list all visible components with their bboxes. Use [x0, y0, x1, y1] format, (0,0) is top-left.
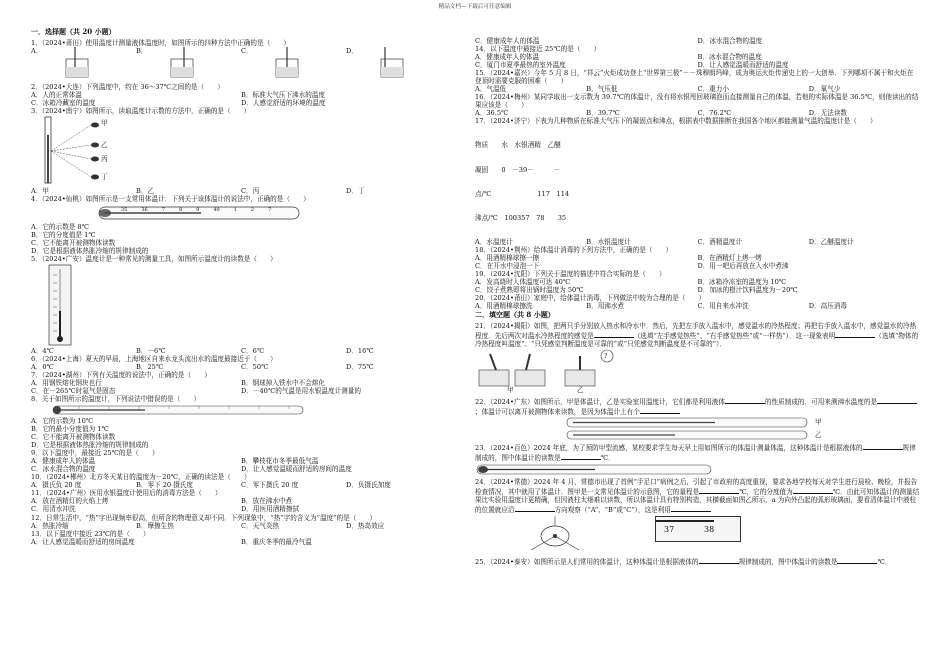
q24-figure	[475, 514, 920, 556]
q15-option-b: B．气压低	[586, 85, 618, 94]
question-20: 20．（2024•莆田）家庭中，给体温计消毒，下列做法中较为合理的是（ ）	[475, 294, 706, 302]
q24-blank-4[interactable]	[671, 504, 711, 512]
q10-option-a: A．摄氏负 20 度	[31, 481, 82, 490]
question-5: 5．（2024•广安）温度计是一种常见的测量工具，如图所示温度计的读数是（ ）	[31, 254, 277, 263]
question-12-options	[31, 522, 451, 530]
page-header: 精品文档---下载后可任意编辑	[438, 4, 512, 10]
question-13: 13．以下温度中接近 23℃的是（ ）	[31, 529, 150, 538]
q9-option-b: B．攀枝花市冬季最低气温	[241, 457, 319, 466]
question-1: 1．（2024•莆田）使用温度计测量液体温度时，如图所示的四种方法中正确的是（ ）	[31, 38, 290, 47]
question-20-options	[475, 302, 920, 310]
q16-option-b: B．39.7℃	[586, 109, 620, 118]
q21-figure	[475, 348, 920, 396]
beaker-figure-b	[166, 47, 206, 81]
q19-option-a: A．发高烧时人体温度可达 40℃	[475, 277, 571, 286]
q12-option-c: C．天气炎热	[241, 521, 280, 530]
q2-option-c: C．冰箱冷藏室的温度	[31, 98, 96, 107]
q1-option-d: D．	[346, 47, 451, 83]
wall-thermometer-q5	[45, 263, 85, 347]
question-7-options	[31, 379, 451, 395]
q3-option-b: B．乙	[136, 186, 155, 195]
q18-option-d: D．用一吧后再放在入水中煮沸	[697, 261, 789, 270]
question-22: 22．（2024•广东）如图所示，甲是体温计，乙是实验室用温度计，它们都是利用液体 的性质制成的．可用来测沸水温度的是；体温计可以离开被测物体来读数，是因为体温计上有个	[475, 396, 920, 416]
q4-option-b: B．它的分度值是 1℃	[31, 230, 96, 239]
question-8-options	[31, 417, 451, 449]
question-4-options	[31, 223, 451, 255]
q10-option-b: B．零下 20 摄氏度	[136, 481, 193, 490]
q13-option-b: B．重庆冬季的最冷气温	[241, 537, 312, 546]
q1-option-b: B．	[136, 47, 241, 83]
question-19-options	[475, 278, 920, 294]
q11-option-c: C．用清水冲洗	[31, 505, 76, 514]
q4-scale-labels: 35 36 7 8 9 40 1 2 7	[121, 206, 272, 213]
clinical-thermometer-q23	[475, 462, 715, 476]
question-3: 3．（2024•南宁）如图所示，读取温度计示数的方法中，正确的是（ ）	[31, 106, 251, 115]
thermometer-q8	[49, 403, 309, 417]
q19-option-c: C．饺子煮熟即将出锅时温度为 50℃	[475, 285, 584, 294]
question-23: 23．（2024•百色）2024 年底，为了预防甲型流感，某校要求学生每天早上用如图所示的体温计测量体温，这种体温计是根据液体的 规律制成的，图中体温计的读数是 ℃．	[475, 443, 916, 462]
q17-option-d: D．乙醚温度计	[808, 237, 854, 246]
section-fill-title: 二．填空题（共 8 小题）	[475, 310, 555, 320]
beaker-figure-c	[271, 47, 311, 81]
q13-option-a: A．让人感觉温暖而舒适的房间温度	[31, 537, 135, 546]
q5-option-b: B．－6℃	[136, 346, 166, 355]
q4-figure	[31, 203, 451, 223]
q21-blank-1[interactable]	[594, 330, 634, 338]
beaker-figure-d	[376, 47, 416, 81]
q15-option-c: C．重力小	[697, 85, 729, 94]
q11-option-a: A．放在酒精灯的火焰上烤	[31, 497, 109, 506]
q21-label-yi: 乙	[577, 385, 584, 394]
question-6-options	[31, 363, 451, 371]
question-11-options	[31, 497, 451, 513]
q20-option-a: A．用酒精棉球擦洗	[475, 302, 533, 311]
q4-option-a: A．它的示数是 8℃	[31, 222, 89, 231]
q7-option-b: B．钢球掉入铁水中不会熔化	[241, 379, 325, 388]
q18-option-a: A．用酒精棉球擦一擦	[475, 253, 540, 262]
q11-option-b: B．放在沸水中煮	[241, 497, 293, 506]
q22-label-yi: 乙	[815, 430, 822, 439]
q8-figure	[31, 403, 451, 417]
q3-option-d: D．丁	[346, 186, 365, 195]
q3-option-c: C．丙	[241, 186, 260, 195]
q21-blank-2[interactable]	[835, 330, 875, 338]
q14-option-c: C．厦门市夏季最热的室外温度	[475, 61, 566, 70]
question-15-options	[475, 85, 920, 93]
question-8: 8．关于如图所示的温度计，下列说法中错误的是（ ）	[31, 395, 201, 404]
q17-option-c: C．酒精温度计	[697, 237, 743, 246]
q7-option-d: D．－40℃的气温是用水银温度计测量的	[241, 387, 361, 396]
question-2: 2．（2024•大连）下列温度中，约在 36～37℃之间的是（ ）	[31, 82, 224, 91]
q9-option-a: A．健康成年人的体温	[31, 457, 96, 466]
q19-option-d: D．加冰的橙汁饮料温度为－20℃	[697, 285, 798, 294]
question-7: 7．（2024•湖州）下列有关温度的说法中，正确的是（ ）	[31, 371, 211, 379]
svg-text:?: ?	[604, 352, 608, 360]
q2-option-d: D．人感觉舒适的环境的温度	[241, 98, 326, 107]
q3-label-jia: 甲	[101, 118, 108, 127]
q13-option-d: D．冰水混合物的温度	[697, 37, 763, 45]
q8-option-a: A．它的示数为 10℃	[31, 417, 94, 426]
q9-option-c: C．冰水混合物的温度	[31, 465, 96, 474]
q6-option-c: C．50℃	[241, 362, 269, 371]
question-2-options	[31, 91, 451, 107]
thermometer-cross-section	[515, 514, 635, 554]
beaker-figure-a	[61, 47, 101, 81]
question-12: 12．日常生活中，“热”字出现频率很高，但所含的物理意义却不同．下列现象中，“热”字的含义为“温度”的是（ ）	[31, 513, 377, 522]
q14-option-d: D．让人感觉温暖而舒适的温度	[697, 61, 789, 70]
q9-option-d: D．让人感觉温暖而舒适的房间的温度	[241, 465, 352, 474]
question-15: 15．（2024•嘉兴）今年 5 月 8 日，“祥云”火炬成功登上“世界第三极”－－珠穆朗玛峰，成为奥运火炬传递史上的一大创举．下列哪项不属于和火炬在登顶时需要克服的困难（ ）	[475, 69, 914, 86]
question-14-options	[475, 53, 920, 69]
q7-option-a: A．用钢铁熔化钢块也行	[31, 379, 102, 388]
q16-option-d: D．无法读数	[808, 109, 848, 118]
q1-option-c: C．	[241, 47, 346, 83]
q13-option-c: C．健康成年人的体温	[475, 37, 540, 45]
q23-blank-1[interactable]	[863, 442, 903, 450]
q10-option-d: D．负摄氏加度	[346, 481, 391, 490]
q24-magnified-scale: 37 38	[655, 516, 741, 542]
thermometer-eye-figure	[31, 115, 151, 187]
q2-option-b: B．标准大气压下沸水的温度	[241, 90, 325, 99]
question-17-options	[475, 238, 920, 246]
question-3-options	[31, 187, 451, 195]
q10-option-c: C．零下摄氏 20 度	[241, 481, 299, 490]
table-row-boil: 沸点/℃ 100357 78 35	[475, 213, 567, 222]
q7-option-c: C．在－265℃时氦气是固态	[31, 387, 116, 396]
q14-option-b: B．冰水混合物的温度	[697, 53, 762, 62]
table-row-freeze-unit: 点/℃ 117 114	[475, 189, 570, 198]
q22-label-jia: 甲	[815, 417, 822, 426]
question-14: 14．以下温度中最接近 25℃的是（ ）	[475, 45, 601, 54]
q22-blank-2[interactable]	[877, 396, 917, 404]
q20-option-b: B．用沸水煮	[586, 302, 625, 311]
q22-blank-3[interactable]	[640, 406, 680, 414]
q8-option-b: B．它的最小分度值为 1℃	[31, 425, 109, 434]
q17-option-a: A．水温度计	[475, 237, 513, 246]
q3-option-a: A．甲	[31, 186, 49, 195]
q6-option-b: B．25℃	[136, 362, 164, 371]
q4-option-d: D．它是根据液体热胀冷缩的规律制成的	[31, 246, 149, 255]
question-18: 18．（2024•荆州）给体温计消毒的下列方法中，正确的是（ ）	[475, 245, 673, 254]
q18-option-b: B．在酒精灯上烤一烤	[697, 253, 762, 262]
q5-option-a: A．4℃	[31, 346, 54, 355]
q20-option-c: C．用自来水冲洗	[697, 302, 749, 311]
q12-option-a: A．热胀冷缩	[31, 521, 69, 530]
question-11: 11．（2024•广州）医用水银温度计使用后的消毒方法是（ ）	[31, 489, 222, 498]
q24-blank-2[interactable]	[793, 486, 833, 494]
hands-in-water-figure	[475, 348, 625, 394]
q6-option-d: D．75℃	[346, 362, 374, 371]
q12-option-b: B．摩擦生热	[136, 521, 174, 530]
q22-figure	[475, 416, 920, 442]
q3-label-yi: 乙	[101, 140, 108, 149]
question-16: 16．（2024•梅州）某同学取出一支示数为 39.7℃的体温计，没有将水银甩回玻璃泡而直接测量自己的体温，若他的实际体温是 36.5℃，则他读出的结果应该是（ ）	[475, 93, 919, 110]
q3-figure	[31, 115, 451, 187]
q18-option-c: C．在开水中浸泡一下	[475, 261, 540, 270]
question-24: 24．（2024•常德）2024 年 4 月，常德市出现了首例“手足口”病例之后，引起了市政府的高度重视，要求各地学校每天对学生进行晨检、晚检，并报告检查情况，其中就用了体温计．图甲是一支常见体温计的示意图，它的量程是 ℃，它的分度值为 ℃．由此可知体温计的测量结果比实验用温度计更精确，但因液柱太细难以读数，所以体温计具有特别构造，其横截面如图乙所示，a 为向外凸起的弧形玻璃面，要看清体温计中液柱的位置就应沿 方向观察（“A”、“B”或“C”），这是利用	[475, 477, 920, 514]
q4-option-c: C．它不能离开被测物体读数	[31, 238, 116, 247]
q2-option-a: A．人的正常体温	[31, 90, 82, 99]
q8-option-c: C．它不能离开被测物体读数	[31, 433, 116, 442]
question-21: 21．（2024•揭阳）如图，把两只手分别放入热水和冷水中．然后，先把左手放入温水中，感觉温水的冷热程度；再把右手放入温水中，感觉温水的冷热程度．先后两次对温水冷热程度的感觉是 （选填“左手感觉热些”、“右手感觉热些”或“一样热”）．这一现象表明 （选填“物体的冷热程度叫温度”、“只凭感觉判断温度是可靠的”或“只凭感觉判断温度是不可靠的”）．	[475, 321, 919, 348]
question-9-options	[31, 457, 451, 473]
question-9: 9．以下温度中，最接近 25℃的是（ ）	[31, 449, 159, 458]
q8-option-d: D．它是根据液体热胀冷缩的规律制成的	[31, 441, 149, 450]
question-13-options	[31, 538, 451, 546]
q17-option-b: B．水银温度计	[586, 237, 631, 246]
q24-blank-3[interactable]	[515, 504, 555, 512]
q25-blank-2[interactable]	[837, 556, 877, 564]
table-head: 物质 水 水银酒精 乙醚	[475, 141, 561, 150]
q11-option-d: D．用医用酒精擦拭	[241, 505, 300, 514]
q20-option-d: D．高压消毒	[808, 302, 848, 311]
q12-option-d: D．热岛效应	[346, 521, 385, 530]
q16-option-c: C．76.2℃	[697, 109, 732, 118]
left-column	[31, 27, 451, 546]
question-10: 10．（2024•郴州）北方冬天某日的温度为－20℃，正确的读法是（ ）	[31, 473, 251, 482]
question-1-options	[31, 47, 451, 83]
q5-figure	[31, 263, 451, 347]
q21-label-jia: 甲	[507, 385, 514, 394]
q3-label-bing: 丙	[101, 154, 108, 163]
question-25: 25．（2024•泰安）如图所示是人们常用的体温计，这种体温计是根据液体的 规律制成的，图中体温计的读数是 ℃．	[475, 557, 892, 566]
question-4: 4．（2024•仙桃）如图所示是一支常用体温计．下列关于该体温计的说法中，正确的是（ ）	[31, 194, 310, 203]
q15-option-d: D．氧气少	[808, 85, 841, 94]
q16-option-a: A．36.5℃	[475, 109, 509, 118]
q23-figure	[475, 462, 920, 478]
question-18-options	[475, 254, 920, 270]
q1-option-a: A．	[31, 47, 136, 83]
q19-option-b: B．冰箱冷冻室的温度为 10℃	[697, 277, 787, 286]
table-row-freeze: 凝固 0 －39－ －	[475, 165, 561, 174]
q24-blank-1[interactable]	[699, 486, 739, 494]
section-choice-title: 一．选择题（共 20 小题）	[31, 27, 116, 36]
question-13-options-cont	[475, 37, 920, 45]
question-17: 17．（2024•济宁）下表为几种物质在标准大气压下的凝固点和沸点，根据表中数据推断在我国各个地区都能测量气温的温度计是（ ）	[475, 117, 877, 126]
q6-option-a: A．0℃	[31, 362, 54, 371]
question-5-options	[31, 347, 451, 355]
q14-option-a: A．健康成年人的体温	[475, 53, 540, 62]
question-6: 6．（2024•上海）夏天的早晨，上海地区自来水龙头流出水的温度最接近于（ ）	[31, 354, 277, 363]
thermometers-q22	[565, 416, 825, 442]
q25-blank-1[interactable]	[699, 556, 739, 564]
q23-blank-2[interactable]	[561, 452, 601, 460]
question-19: 19．（2024•沈阳）下列关于温度的描述中符合实际的是（ ）	[475, 269, 666, 278]
q17-table	[475, 125, 920, 237]
q15-option-a: A．气温低	[475, 85, 507, 94]
q22-blank-1[interactable]	[725, 396, 765, 404]
q5-option-d: D．16℃	[346, 346, 374, 355]
q5-option-c: C．6℃	[241, 346, 265, 355]
q3-label-ding: 丁	[101, 172, 108, 181]
right-column	[475, 37, 920, 566]
